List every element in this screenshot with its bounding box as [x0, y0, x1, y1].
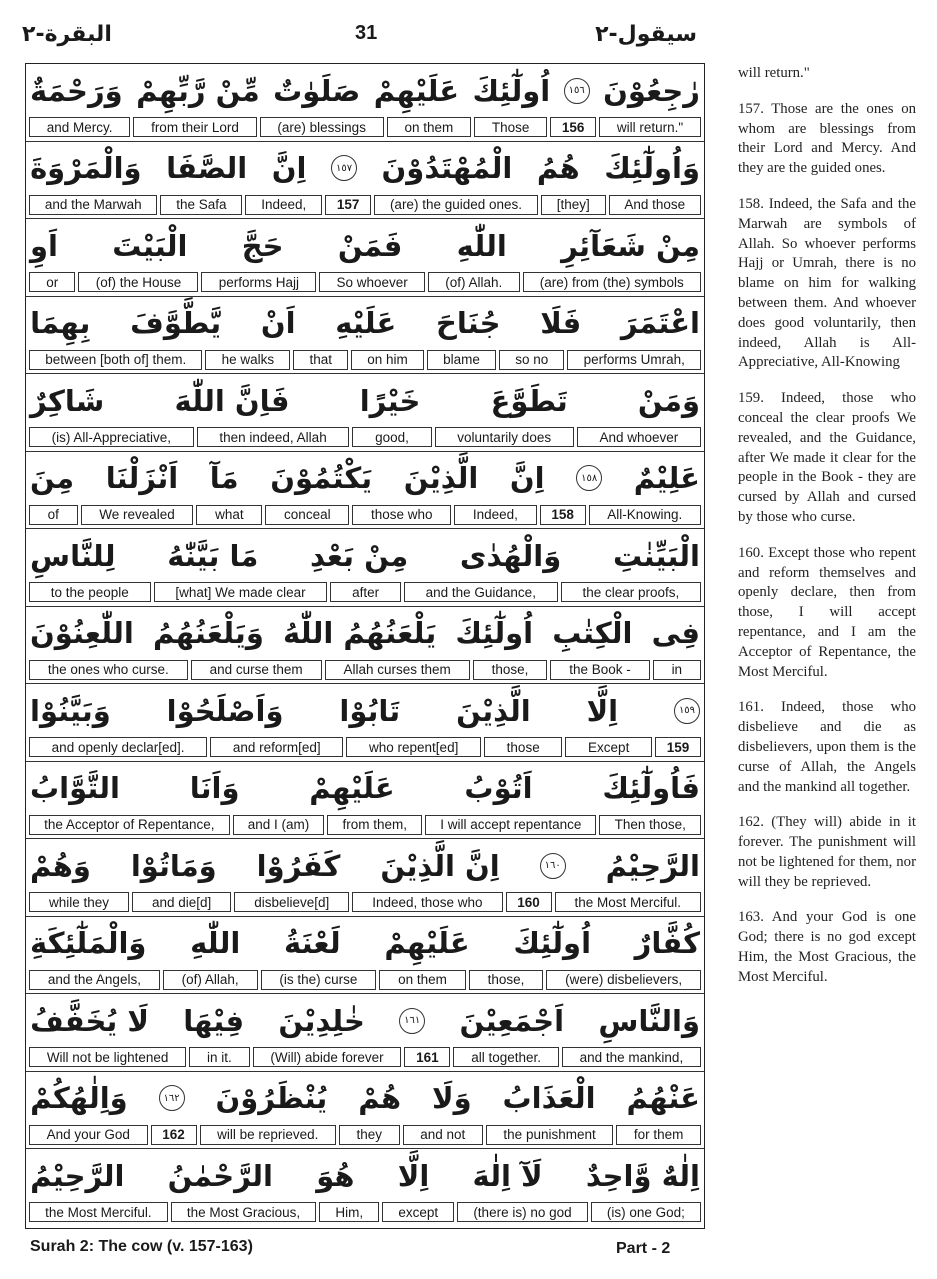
english-gloss: (are) blessings	[260, 117, 384, 137]
english-gloss: disbelieve[d]	[234, 892, 349, 912]
verse-number: 157	[325, 195, 371, 215]
arabic-word: لَآ اِلٰهَ	[472, 1158, 543, 1193]
page-number: 31	[355, 22, 378, 44]
translation-paragraph: will return."	[738, 65, 810, 81]
arabic-word: اَتُوْبُ	[464, 771, 533, 806]
english-gloss-line	[29, 737, 701, 757]
english-gloss-line	[29, 1047, 701, 1067]
arabic-word: هُوَ	[316, 1158, 355, 1193]
arabic-word: الرَّحِيْمُ	[605, 848, 700, 883]
translation-paragraph: 163. And your God is one God; there is no god except Him, the Most Gracious, the Most Merciful.	[738, 909, 916, 985]
english-gloss-line	[29, 427, 701, 447]
english-gloss: Allah curses them	[325, 660, 470, 680]
english-gloss: he walks	[205, 350, 290, 370]
verse-number: 162	[151, 1125, 197, 1145]
verse-row	[26, 762, 704, 840]
arabic-word: مَآ	[209, 461, 239, 496]
english-gloss: voluntarily does	[435, 427, 574, 447]
english-gloss: the clear proofs,	[561, 582, 701, 602]
arabic-word: عَنْهُمُ	[626, 1081, 700, 1116]
arabic-word: جُنَاحَ	[436, 306, 501, 341]
english-gloss: Him,	[319, 1202, 379, 1222]
arabic-word: الْبَيْتَ	[112, 228, 188, 263]
english-gloss: (are) from (the) symbols	[523, 272, 702, 292]
english-gloss: the Acceptor of Repentance,	[29, 815, 230, 835]
arabic-word: اِلَّا	[586, 693, 619, 728]
english-gloss: and curse them	[191, 660, 322, 680]
english-gloss: then indeed, Allah	[197, 427, 350, 447]
english-gloss: all together.	[453, 1047, 558, 1067]
english-gloss: Indeed,	[454, 505, 536, 525]
arabic-word: وَاِلٰهُكُمْ	[30, 1081, 128, 1116]
english-gloss: between [both of] them.	[29, 350, 202, 370]
verse-marker: ١٥٨	[576, 465, 602, 491]
verse-row	[26, 1149, 704, 1227]
arabic-word: مِنْ بَعْدِ	[310, 538, 409, 573]
arabic-line	[30, 839, 700, 892]
english-gloss: Except	[565, 737, 652, 757]
arabic-word: صَلَوٰتٌ	[273, 73, 361, 108]
verse-row	[26, 142, 704, 220]
translation-paragraph: 159. Indeed, those who conceal the clear proofs We revealed, and the Guidance, after We made it clear for the people in the Book - they are cursed by Allah and cursed by those who curse.	[738, 390, 916, 525]
arabic-word: وَيَلْعَنُهُمُ	[153, 616, 264, 651]
verse-number: 160	[506, 892, 552, 912]
english-gloss: So whoever	[319, 272, 425, 292]
english-gloss: Those	[474, 117, 547, 137]
word-by-word-grid	[25, 63, 705, 1229]
verse-marker: ١٦٢	[159, 1085, 185, 1111]
arabic-word: تَطَوَّعَ	[490, 383, 568, 418]
arabic-word: فَاِنَّ اللّٰهَ	[174, 383, 290, 418]
arabic-word: وَالْهُدٰى	[459, 538, 562, 573]
english-gloss: (is the) curse	[261, 970, 377, 990]
english-gloss-line	[29, 1125, 701, 1145]
english-gloss: (were) disbelievers,	[546, 970, 701, 990]
verse-row	[26, 607, 704, 685]
arabic-word: اِنَّ الَّذِيْنَ	[380, 848, 500, 883]
english-gloss: on them	[387, 117, 471, 137]
english-gloss: (Will) abide forever	[253, 1047, 402, 1067]
english-gloss: (is) All-Appreciative,	[29, 427, 194, 447]
english-gloss: of	[29, 505, 78, 525]
arabic-word: اُولٰٓئِكَ	[455, 616, 534, 651]
english-gloss: the ones who curse.	[29, 660, 188, 680]
arabic-word: حَجَّ	[241, 228, 284, 263]
arabic-word: التَّوَّابُ	[30, 771, 120, 806]
english-gloss: Indeed,	[245, 195, 322, 215]
verse-row	[26, 839, 704, 917]
arabic-word: وَاَنَا	[189, 771, 240, 806]
verse-row	[26, 1072, 704, 1150]
english-gloss: performs Umrah,	[567, 350, 701, 370]
english-gloss: who repent[ed]	[346, 737, 481, 757]
english-gloss-line	[29, 1202, 701, 1222]
english-gloss: the punishment	[486, 1125, 613, 1145]
english-gloss: in	[653, 660, 701, 680]
english-gloss: good,	[352, 427, 431, 447]
english-gloss: Then those,	[599, 815, 701, 835]
english-gloss: those who	[352, 505, 451, 525]
arabic-line	[30, 917, 700, 970]
english-gloss: performs Hajj	[201, 272, 316, 292]
arabic-word: بِهِمَا	[30, 306, 91, 341]
arabic-line	[30, 529, 700, 582]
arabic-word: وَرَحْمَةٌ	[30, 73, 123, 108]
english-gloss: And your God	[29, 1125, 147, 1145]
english-gloss-line	[29, 892, 701, 912]
arabic-word: اِلٰهٌ وَّاحِدٌ	[585, 1158, 700, 1193]
arabic-word: خٰلِدِيْنَ	[278, 1003, 365, 1038]
english-gloss: will return."	[599, 117, 701, 137]
english-gloss: those,	[469, 970, 543, 990]
arabic-word: وَمَنْ	[637, 383, 700, 418]
arabic-word: هُمْ	[358, 1081, 402, 1116]
arabic-word: اَنْزَلْنَا	[105, 461, 179, 496]
verse-marker: ١٥٦	[564, 78, 590, 104]
verse-marker: ١٥٧	[331, 155, 357, 181]
verse-row	[26, 684, 704, 762]
arabic-line	[30, 607, 700, 660]
english-gloss: (there is) no god	[457, 1202, 588, 1222]
english-gloss: and Mercy.	[29, 117, 130, 137]
verse-number: 158	[540, 505, 586, 525]
arabic-line	[30, 142, 700, 195]
english-gloss-line	[29, 970, 701, 990]
verse-marker: ١٥٩	[674, 698, 700, 724]
english-gloss: after	[330, 582, 401, 602]
english-gloss: except	[382, 1202, 454, 1222]
verse-row	[26, 994, 704, 1072]
arabic-line	[30, 1072, 700, 1125]
english-gloss: in it.	[189, 1047, 249, 1067]
english-gloss: or	[29, 272, 75, 292]
arabic-word: الَّذِيْنَ	[403, 461, 479, 496]
arabic-word: فَاُولٰٓئِكَ	[602, 771, 700, 806]
arabic-word: اِنَّ	[271, 151, 307, 186]
english-gloss: and not	[403, 1125, 483, 1145]
english-gloss: what	[196, 505, 262, 525]
english-gloss: those,	[473, 660, 548, 680]
arabic-word: شَاكِرٌ	[30, 383, 105, 418]
english-gloss: (are) the guided ones.	[374, 195, 538, 215]
arabic-word: كَفَرُوْا	[256, 848, 341, 883]
arabic-word: رٰجِعُوْنَ	[603, 73, 700, 108]
english-gloss: the Most Merciful.	[29, 1202, 168, 1222]
english-gloss: those	[484, 737, 562, 757]
verse-number: 159	[655, 737, 701, 757]
english-gloss: and the Angels,	[29, 970, 160, 990]
english-gloss: I will accept repentance	[425, 815, 596, 835]
english-gloss: to the people	[29, 582, 151, 602]
arabic-word: فَلَا	[540, 306, 582, 341]
arabic-word: وَالْمَلٰٓئِكَةِ	[30, 926, 147, 961]
surah-footer: Surah 2: The cow (v. 157-163)	[30, 1238, 253, 1255]
english-gloss: blame	[427, 350, 496, 370]
english-gloss: And those	[609, 195, 701, 215]
english-gloss: will be reprieved.	[200, 1125, 336, 1145]
english-gloss-line	[29, 117, 701, 137]
arabic-word: وَاَصْلَحُوْا	[166, 693, 284, 728]
arabic-word: مِنْ شَعَآئِرِ	[561, 228, 700, 263]
arabic-word: اُولٰٓئِكَ	[472, 73, 551, 108]
arabic-word: وَبَيَّنُوْا	[30, 693, 111, 728]
arabic-line	[30, 374, 700, 427]
english-gloss: conceal	[265, 505, 349, 525]
arabic-word: لَا يُخَفَّفُ	[30, 1003, 149, 1038]
verse-row	[26, 297, 704, 375]
verse-row	[26, 529, 704, 607]
arabic-word: الْعَذَابُ	[502, 1081, 596, 1116]
english-gloss: for them	[616, 1125, 701, 1145]
arabic-word: فِيْهَا	[183, 1003, 245, 1038]
verse-row	[26, 452, 704, 530]
translation-paragraph: 157. Those are the ones on whom are blessings from their Lord and Mercy. And they are the guided ones.	[738, 100, 916, 177]
english-gloss: Indeed, those who	[352, 892, 502, 912]
verse-row	[26, 64, 704, 142]
english-gloss: and openly declar[ed].	[29, 737, 207, 757]
arabic-word: اللّٰهِ	[456, 228, 507, 263]
english-gloss: and the mankind,	[562, 1047, 701, 1067]
arabic-word: خَيْرًا	[359, 383, 421, 418]
english-gloss: and the Guidance,	[404, 582, 558, 602]
english-gloss: the Most Merciful.	[555, 892, 701, 912]
english-gloss: on them	[379, 970, 465, 990]
arabic-word: اِنَّ	[509, 461, 545, 496]
arabic-word: فِى	[651, 616, 700, 651]
arabic-word: اللّٰعِنُوْنَ	[30, 616, 134, 651]
arabic-word: مَا بَيَّنّٰهُ	[167, 538, 259, 573]
arabic-word: وَالْمَرْوَةَ	[30, 151, 142, 186]
english-gloss: while they	[29, 892, 129, 912]
arabic-word: مِّنْ رَّبِّهِمْ	[136, 73, 260, 108]
english-gloss: the Most Gracious,	[171, 1202, 317, 1222]
english-gloss: they	[339, 1125, 400, 1145]
english-gloss: so no	[499, 350, 564, 370]
arabic-word: عَلَيْهِ	[335, 306, 397, 341]
english-gloss: (is) one God;	[591, 1202, 701, 1222]
translation-paragraph: 158. Indeed, the Safa and the Marwah are symbols of Allah. So whoever performs Hajj or Umrah, there is no blame on him for walking between them. And whoever does good voluntarily, then indeed, Allah is All-Appreciative, All-Knowing	[738, 195, 916, 371]
part-footer: Part - 2	[616, 1240, 671, 1257]
translation-paragraph: 160. Except those who repent and reform themselves and openly declare, then from those, I will accept repentance, and I am the Acceptor of Repentance, the Most Merciful.	[738, 544, 916, 680]
arabic-word: اللّٰهِ	[190, 926, 241, 961]
english-gloss: and I (am)	[233, 815, 325, 835]
arabic-word: الرَّحْمٰنُ	[167, 1158, 273, 1193]
juz-title: سیقول-٢	[595, 22, 697, 47]
arabic-line	[30, 684, 700, 737]
arabic-word: مِنَ	[30, 461, 75, 496]
arabic-line	[30, 219, 700, 272]
arabic-line	[30, 297, 700, 350]
arabic-word: وَهُمْ	[30, 848, 91, 883]
english-gloss-line	[29, 505, 701, 525]
arabic-word: يَّطَّوَّفَ	[130, 306, 222, 341]
arabic-word: اَنْ	[260, 306, 296, 341]
arabic-line	[30, 452, 700, 505]
english-gloss: and reform[ed]	[210, 737, 343, 757]
arabic-word: وَاُولٰٓئِكَ	[604, 151, 700, 186]
arabic-word: الصَّفَا	[166, 151, 248, 186]
arabic-word: عَلَيْهِمْ	[384, 926, 470, 961]
verse-marker: ١٦١	[399, 1008, 425, 1034]
arabic-line	[30, 64, 700, 117]
arabic-word: تَابُوْا	[339, 693, 401, 728]
english-gloss-line	[29, 350, 701, 370]
english-gloss-line	[29, 582, 701, 602]
english-gloss: (of) Allah.	[428, 272, 520, 292]
english-gloss-line	[29, 815, 701, 835]
translation-paragraph: 162. (They will) abide in it forever. The punishment will not be lightened for them, nor will they be reprieved.	[738, 814, 916, 890]
arabic-word: وَمَاتُوْا	[130, 848, 217, 883]
verse-row	[26, 374, 704, 452]
arabic-word: كُفَّارٌ	[634, 926, 700, 961]
english-gloss: (of) the House	[78, 272, 198, 292]
english-gloss: [what] We made clear	[154, 582, 328, 602]
english-gloss: the Book -	[550, 660, 649, 680]
arabic-word: وَالنَّاسِ	[598, 1003, 700, 1038]
english-gloss: on him	[351, 350, 424, 370]
translation-paragraph: 161. Indeed, those who disbelieve and die as disbelievers, upon them is the curse of Allah, the Angels and the mankind all together.	[738, 699, 916, 795]
arabic-word: يَلْعَنُهُمُ اللّٰهُ	[283, 616, 437, 651]
verse-number: 161	[404, 1047, 450, 1067]
english-gloss: and the Marwah	[29, 195, 157, 215]
verse-marker: ١٦٠	[540, 853, 566, 879]
arabic-word: عَلِيْمٌ	[633, 461, 700, 496]
english-gloss: from their Lord	[133, 117, 256, 137]
arabic-word: يُنْظَرُوْنَ	[215, 1081, 328, 1116]
english-gloss: the Safa	[160, 195, 242, 215]
arabic-word: هُمُ	[536, 151, 580, 186]
arabic-line	[30, 1149, 700, 1202]
english-gloss: (of) Allah,	[163, 970, 258, 990]
surah-title: البقرة-٢	[22, 22, 112, 47]
english-gloss-line	[29, 272, 701, 292]
arabic-word: اَوِ	[30, 228, 58, 263]
arabic-word: عَلَيْهِمْ	[309, 771, 395, 806]
english-gloss-line	[29, 660, 701, 680]
english-gloss: Will not be lightened	[29, 1047, 186, 1067]
arabic-word: اَجْمَعِيْنَ	[459, 1003, 565, 1038]
arabic-word: الرَّحِيْمُ	[30, 1158, 125, 1193]
english-gloss: from them,	[327, 815, 422, 835]
arabic-word: الْبَيِّنٰتِ	[612, 538, 700, 573]
arabic-word: يَكْتُمُوْنَ	[270, 461, 373, 496]
arabic-word: الْكِتٰبِ	[552, 616, 633, 651]
arabic-word: لَعْنَةُ	[283, 926, 341, 961]
english-gloss: [they]	[541, 195, 606, 215]
arabic-word: اُولٰٓئِكَ	[513, 926, 592, 961]
translation-sidebar	[738, 64, 916, 1004]
arabic-word: عَلَيْهِمْ	[373, 73, 460, 108]
arabic-line	[30, 762, 700, 815]
arabic-word: اِلَّا	[397, 1158, 430, 1193]
english-gloss: that	[293, 350, 348, 370]
english-gloss: We revealed	[81, 505, 194, 525]
arabic-word: وَلَا	[431, 1081, 472, 1116]
english-gloss-line	[29, 195, 701, 215]
arabic-line	[30, 994, 700, 1047]
verse-row	[26, 219, 704, 297]
verse-number: 156	[550, 117, 596, 137]
english-gloss: All-Knowing.	[589, 505, 701, 525]
arabic-word: فَمَنْ	[337, 228, 403, 263]
arabic-word: الْمُهْتَدُوْنَ	[381, 151, 513, 186]
arabic-word: لِلنَّاسِ	[30, 538, 116, 573]
arabic-word: اعْتَمَرَ	[620, 306, 700, 341]
english-gloss: And whoever	[577, 427, 701, 447]
verse-row	[26, 917, 704, 995]
english-gloss: and die[d]	[132, 892, 231, 912]
arabic-word: الَّذِيْنَ	[456, 693, 531, 728]
